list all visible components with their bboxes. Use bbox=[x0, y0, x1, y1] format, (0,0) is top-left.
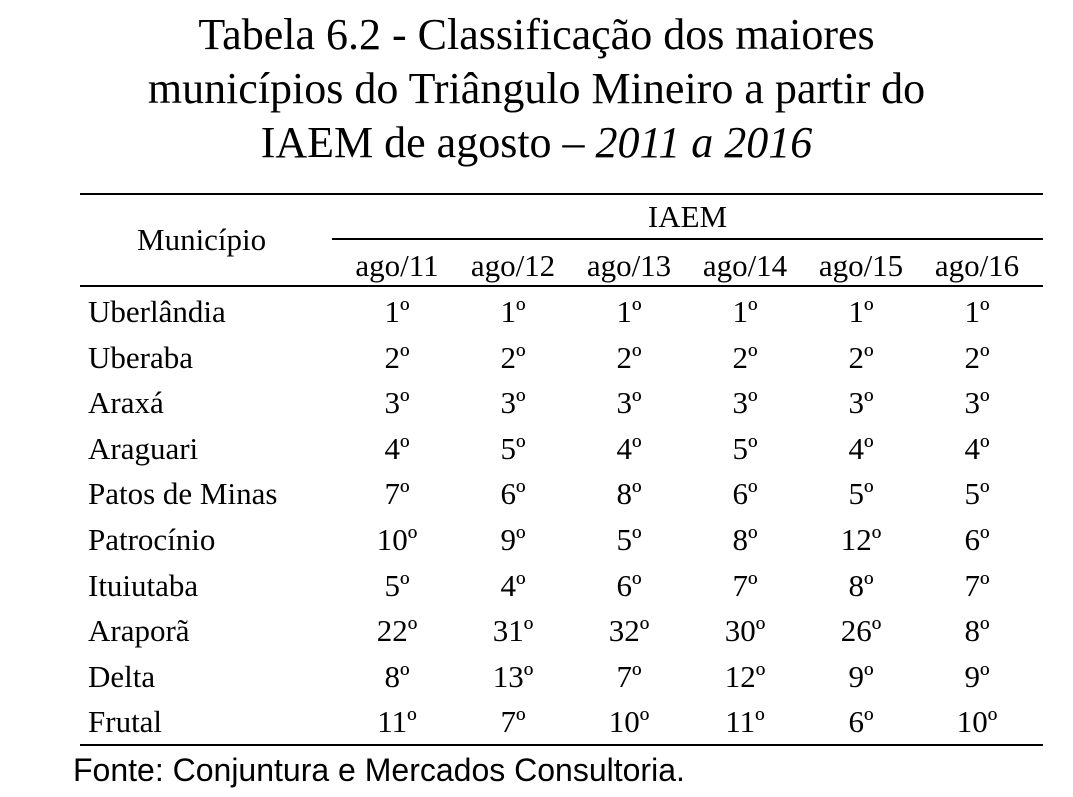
title-line-3-text: IAEM de agosto – bbox=[260, 118, 596, 167]
rank-cell: 2º bbox=[500, 340, 526, 375]
rank-cell: 4º bbox=[384, 431, 410, 466]
rank-cell: 4º bbox=[848, 431, 874, 466]
rank-cell: 6º bbox=[964, 522, 990, 557]
rank-cell: 9º bbox=[964, 659, 990, 694]
rank-cell: 7º bbox=[732, 568, 758, 603]
column-header-year: ago/12 bbox=[470, 248, 556, 283]
rank-cell: 13º bbox=[492, 659, 534, 694]
rank-cell: 6º bbox=[732, 476, 758, 511]
column-header-municipio: Município bbox=[137, 222, 267, 257]
rank-cell: 3º bbox=[384, 385, 410, 420]
rank-cell: 2º bbox=[848, 340, 874, 375]
table-top-rule bbox=[80, 193, 1043, 195]
rank-cell: 1º bbox=[848, 294, 874, 329]
rank-cell: 32º bbox=[608, 613, 650, 648]
row-municipio-name: Patrocínio bbox=[88, 522, 216, 557]
column-header-year: ago/13 bbox=[586, 248, 672, 283]
rank-cell: 1º bbox=[616, 294, 642, 329]
column-group-header-iaem: IAEM bbox=[647, 199, 728, 234]
table-title bbox=[0, 8, 1073, 170]
rank-cell: 8º bbox=[732, 522, 758, 557]
rank-cell: 12º bbox=[840, 522, 882, 557]
rank-cell: 4º bbox=[500, 568, 526, 603]
rank-cell: 8º bbox=[384, 659, 410, 694]
rank-cell: 1º bbox=[500, 294, 526, 329]
rank-cell: 9º bbox=[848, 659, 874, 694]
source-note: Fonte: Conjuntura e Mercados Consultoria. bbox=[73, 752, 685, 788]
rank-cell: 11º bbox=[725, 704, 765, 739]
rank-cell: 11º bbox=[377, 704, 417, 739]
rank-cell: 7º bbox=[384, 476, 410, 511]
row-municipio-name: Ituiutaba bbox=[88, 568, 199, 603]
table-bottom-rule bbox=[80, 744, 1043, 746]
rank-cell: 5º bbox=[848, 476, 874, 511]
group-header-rule bbox=[332, 238, 1043, 240]
row-municipio-name: Uberaba bbox=[88, 340, 193, 375]
column-header-year: ago/11 bbox=[355, 248, 439, 283]
title-line-3 bbox=[0, 116, 1073, 170]
column-header-year: ago/14 bbox=[702, 248, 788, 283]
rank-cell: 5º bbox=[384, 568, 410, 603]
row-municipio-name: Araguari bbox=[88, 431, 199, 466]
rank-cell: 4º bbox=[616, 431, 642, 466]
rank-cell: 8º bbox=[848, 568, 874, 603]
column-header-year: ago/15 bbox=[818, 248, 904, 283]
rank-cell: 10º bbox=[376, 522, 418, 557]
row-municipio-name: Patos de Minas bbox=[88, 476, 278, 511]
rank-cell: 22º bbox=[376, 613, 418, 648]
rank-cell: 5º bbox=[964, 476, 990, 511]
rank-cell: 3º bbox=[616, 385, 642, 420]
rank-cell: 7º bbox=[500, 704, 526, 739]
header-bottom-rule bbox=[80, 285, 1043, 287]
rank-cell: 10º bbox=[956, 704, 998, 739]
rank-cell: 1º bbox=[964, 294, 990, 329]
row-municipio-name: Araporã bbox=[88, 613, 190, 648]
rank-cell: 4º bbox=[964, 431, 990, 466]
rank-cell: 7º bbox=[964, 568, 990, 603]
row-municipio-name: Uberlândia bbox=[88, 294, 226, 329]
rank-cell: 5º bbox=[500, 431, 526, 466]
rank-cell: 1º bbox=[732, 294, 758, 329]
rank-cell: 2º bbox=[384, 340, 410, 375]
rank-cell: 7º bbox=[616, 659, 642, 694]
rank-cell: 8º bbox=[964, 613, 990, 648]
column-header-year: ago/16 bbox=[934, 248, 1020, 283]
title-line-2: municípios do Triângulo Mineiro a partir do bbox=[147, 64, 926, 113]
row-municipio-name: Delta bbox=[88, 659, 156, 694]
rank-cell: 3º bbox=[848, 385, 874, 420]
rank-cell: 31º bbox=[492, 613, 534, 648]
title-line-1: Tabela 6.2 - Classificação dos maiores bbox=[198, 10, 875, 59]
rank-cell: 8º bbox=[616, 476, 642, 511]
rank-cell: 2º bbox=[616, 340, 642, 375]
rank-cell: 3º bbox=[500, 385, 526, 420]
rank-cell: 1º bbox=[384, 294, 410, 329]
rank-cell: 5º bbox=[732, 431, 758, 466]
row-municipio-name: Frutal bbox=[88, 704, 163, 739]
rank-cell: 3º bbox=[732, 385, 758, 420]
rank-cell: 6º bbox=[616, 568, 642, 603]
rank-cell: 9º bbox=[500, 522, 526, 557]
rank-cell: 30º bbox=[724, 613, 766, 648]
rank-cell: 2º bbox=[732, 340, 758, 375]
rank-cell: 26º bbox=[840, 613, 882, 648]
title-period: 2011 a 2016 bbox=[595, 118, 813, 167]
rank-cell: 2º bbox=[964, 340, 990, 375]
rank-cell: 5º bbox=[616, 522, 642, 557]
rank-cell: 3º bbox=[964, 385, 990, 420]
rank-cell: 12º bbox=[724, 659, 766, 694]
rank-cell: 6º bbox=[848, 704, 874, 739]
rank-cell: 10º bbox=[608, 704, 650, 739]
row-municipio-name: Araxá bbox=[88, 385, 164, 420]
rank-cell: 6º bbox=[500, 476, 526, 511]
